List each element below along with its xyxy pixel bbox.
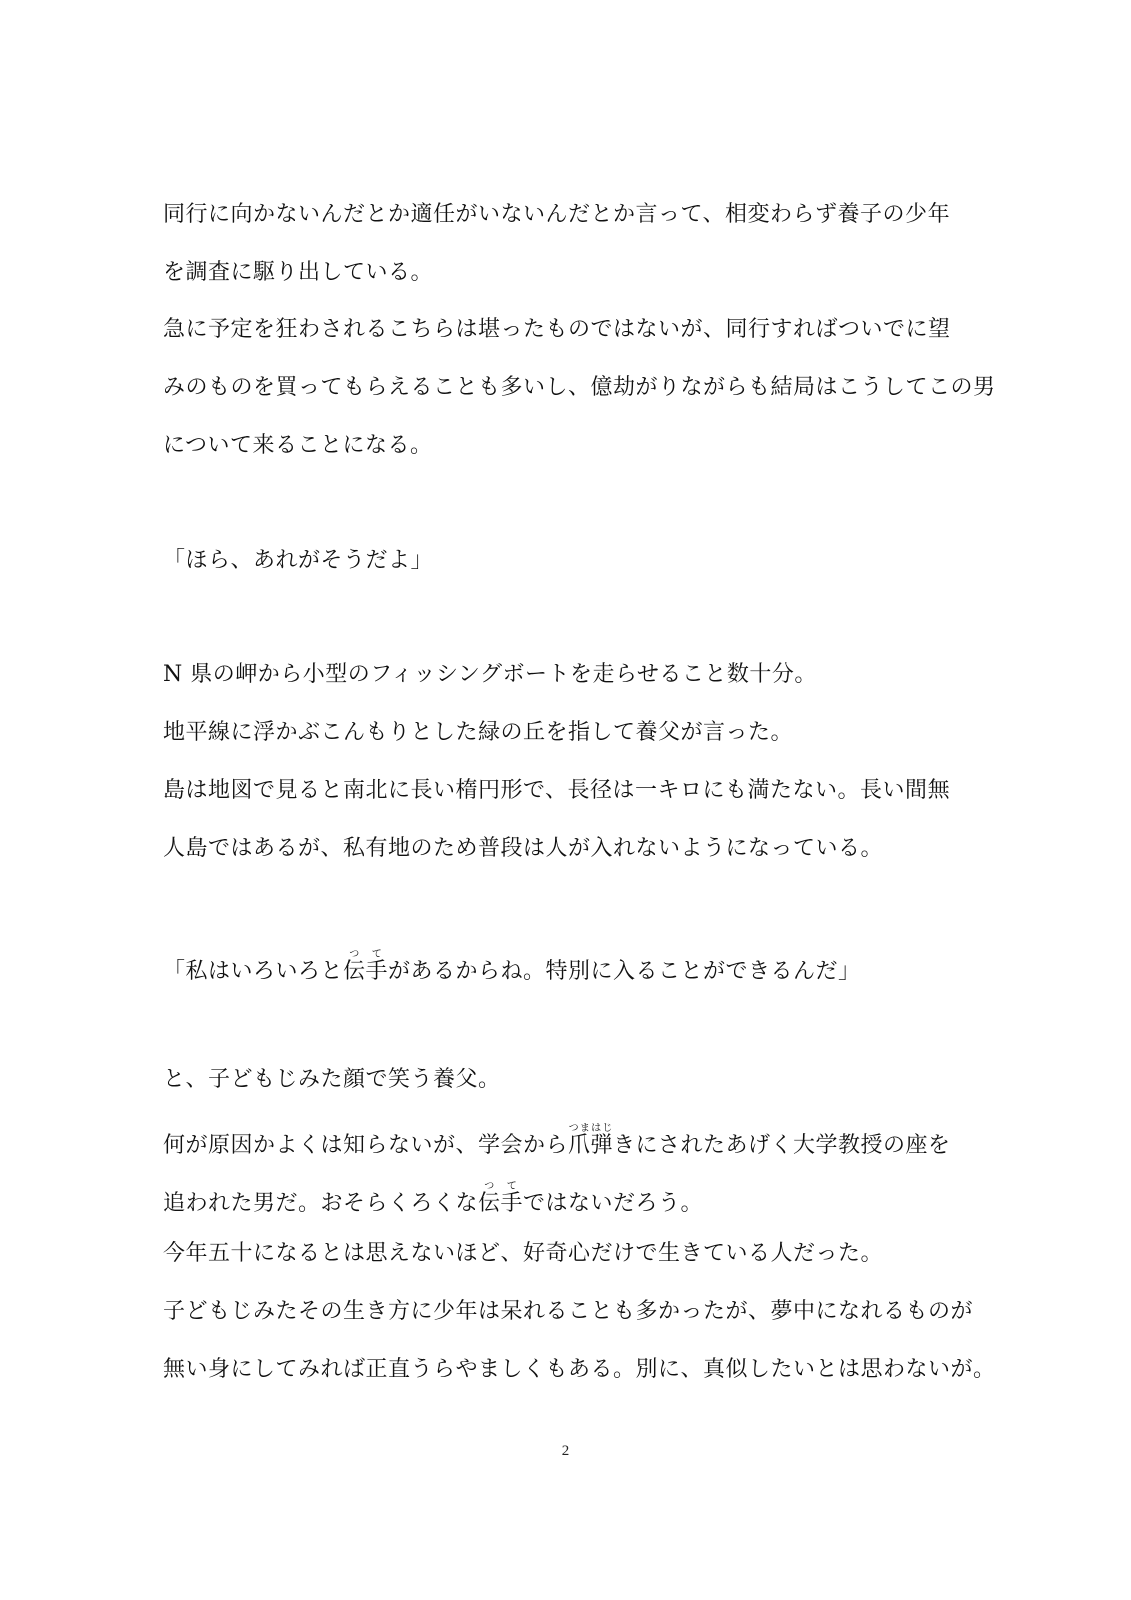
text-line: 地平線に浮かぶこんもりとした緑の丘を指して養父が言った。 <box>163 720 794 745</box>
text-segment: きにされたあげく大学教授の座を <box>613 1133 951 1158</box>
ruby-reading: つて <box>343 949 389 960</box>
ruby-base: 爪弾 <box>568 1133 614 1158</box>
text-line-with-ruby <box>163 1181 983 1219</box>
ruby-annotation <box>343 949 389 984</box>
text-line: を調査に駆り出している。 <box>163 260 434 285</box>
text-line: 島は地図で見ると南北に長い楕円形で、長径は一キロにも満たない。長い間無 <box>163 778 951 803</box>
text-segment: ではないだろう。 <box>523 1191 704 1216</box>
text-line: 子どもじみたその生き方に少年は呆れることも多かったが、夢中になれるものが <box>163 1299 974 1324</box>
page-number: 2 <box>561 1443 570 1459</box>
text-line: みのものを買ってもらえることも多いし、億劫がりながらも結局はこうしてこの男 <box>163 375 996 400</box>
text-segment: 追われた男だ。おそらくろくな <box>163 1191 479 1216</box>
ruby-annotation <box>568 1123 614 1158</box>
text-line: 急に予定を狂わされるこちらは堪ったものではないが、同行すればついでに望 <box>163 317 951 342</box>
text-line-with-ruby <box>163 1123 983 1161</box>
dialogue-line-with-ruby <box>163 949 983 987</box>
ruby-reading: つて <box>478 1181 524 1192</box>
text-segment: 「私はいろいろと <box>163 959 344 984</box>
text-line: 今年五十になるとは思えないほど、好奇心だけで生きている人だった。 <box>163 1241 884 1266</box>
text-line: 無い身にしてみれば正直うらやましくもある。別に、真似したいとは思わないが。 <box>163 1357 996 1382</box>
text-segment: 何が原因かよくは知らないが、学会から <box>163 1133 569 1158</box>
ruby-annotation <box>478 1181 524 1216</box>
text-line: 人島ではあるが、私有地のため普段は人が入れないようになっている。 <box>163 836 884 861</box>
text-line: と、子どもじみた顔で笑う養父。 <box>163 1067 501 1092</box>
text-line: 同行に向かないんだとか適任がいないんだとか言って、相変わらず養子の少年 <box>163 202 951 227</box>
ruby-base: 伝手 <box>478 1191 524 1216</box>
dialogue-line: 「ほら、あれがそうだよ」 <box>163 548 434 573</box>
text-line: について来ることになる。 <box>163 433 433 458</box>
ruby-reading: つまはじ <box>568 1123 614 1134</box>
ruby-base: 伝手 <box>343 959 389 984</box>
text-line: N 県の岬から小型のフィッシングボートを走らせること数十分。 <box>163 662 817 687</box>
text-segment: があるからね。特別に入ることができるんだ」 <box>388 959 861 984</box>
